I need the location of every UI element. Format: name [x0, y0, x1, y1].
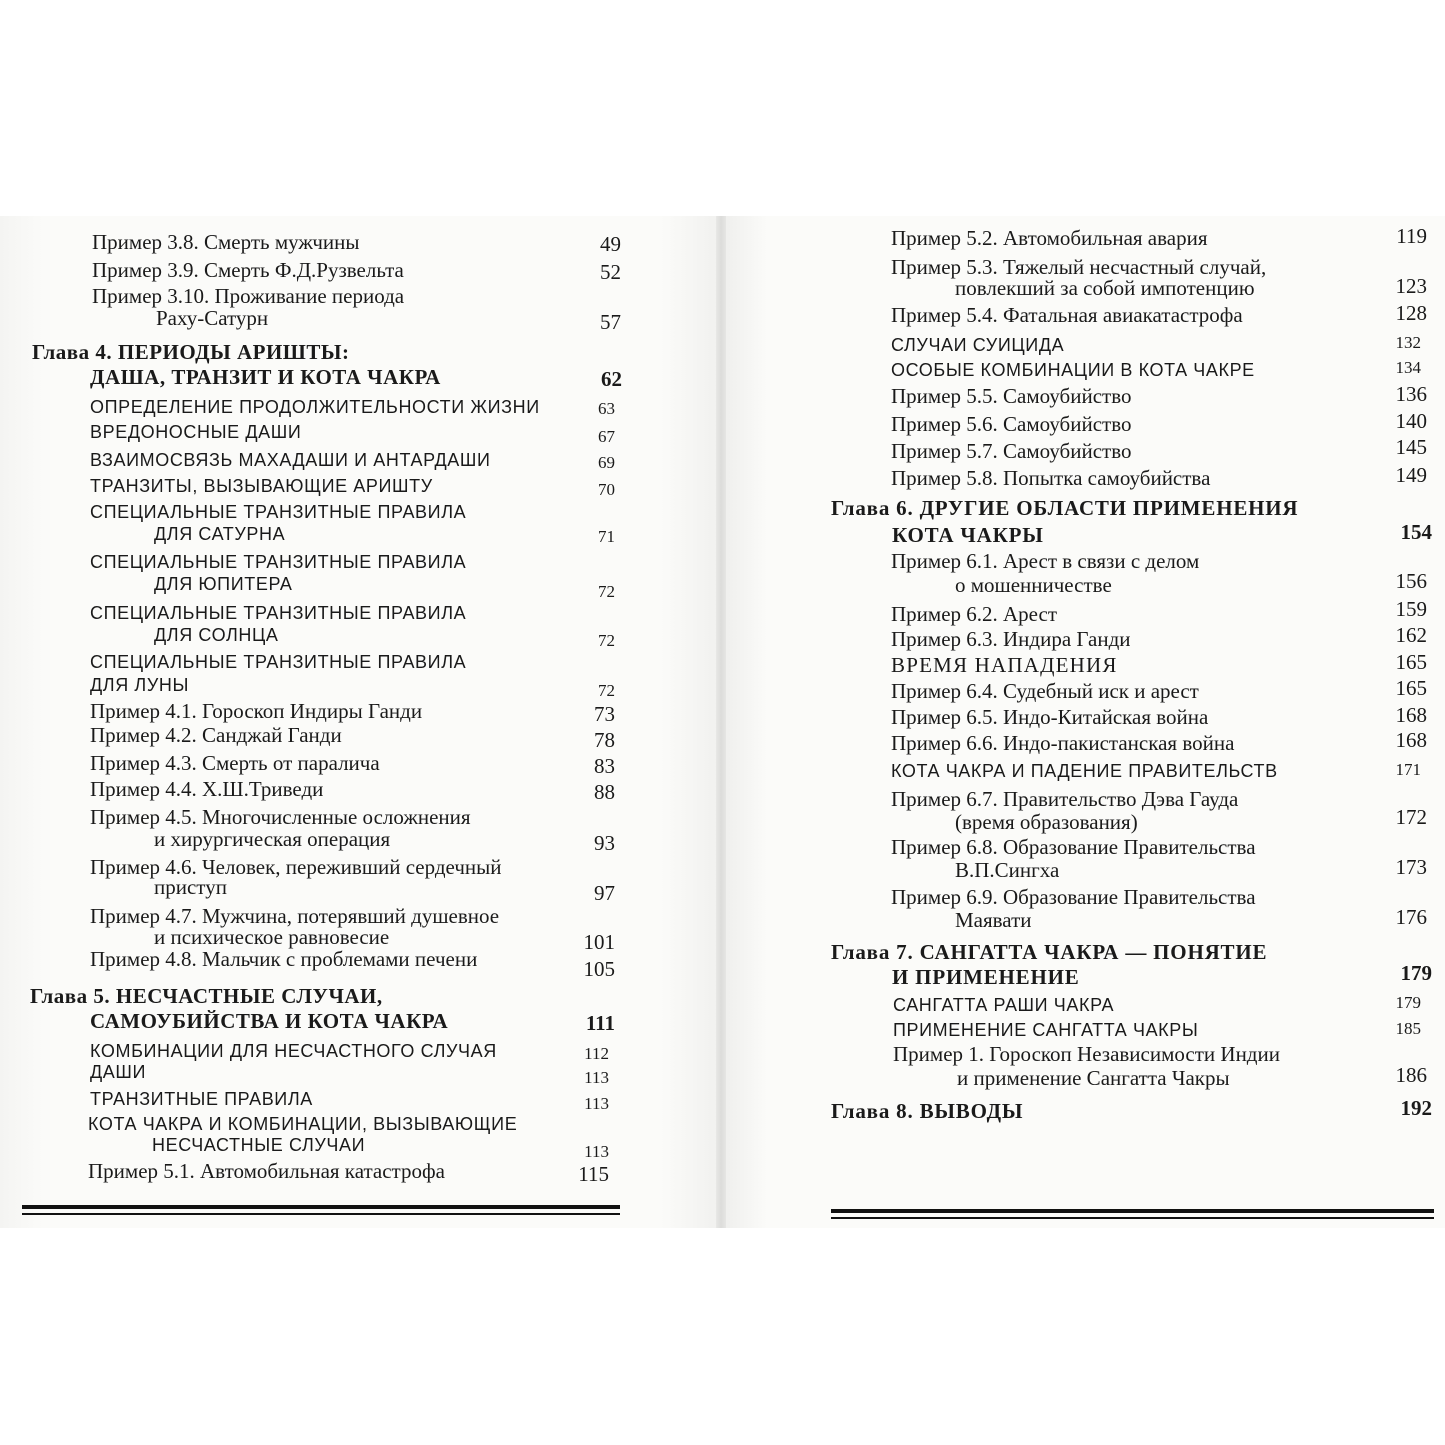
toc-entry-title: САНГАТТА РАШИ ЧАКРА [893, 995, 1115, 1015]
chapter-page: 192 [1400, 1096, 1432, 1120]
toc-entry-page: 179 [1395, 993, 1421, 1012]
toc-entry-title: и применение Сангатта Чакры [957, 1066, 1230, 1090]
toc-entry-page: 156 [1395, 569, 1427, 593]
toc-entry-title: Пример 6.5. Индо-Китайская война [891, 705, 1209, 729]
toc-entry-page: 112 [584, 1044, 609, 1063]
footer-rule [22, 1205, 620, 1209]
toc-entry-page: 185 [1395, 1019, 1421, 1038]
toc-entry-page: 78 [594, 728, 615, 752]
toc-entry-title: Пример 5.3. Тяжелый несчастный случай, [891, 255, 1267, 279]
chapter-heading: И ПРИМЕНЕНИЕ [892, 965, 1080, 989]
toc-entry-page: 132 [1395, 333, 1421, 352]
toc-entry-title: ДАШИ [90, 1062, 147, 1082]
toc-entry-title: (время образования) [955, 810, 1138, 834]
toc-entry-title: Пример 5.2. Автомобильная авария [891, 226, 1208, 250]
toc-entry-title: Пример 5.6. Самоубийство [891, 412, 1132, 436]
toc-entry-title: Пример 3.8. Смерть мужчины [92, 230, 360, 254]
toc-entry-page: 168 [1395, 728, 1427, 752]
toc-entry-title: КОТА ЧАКРА И КОМБИНАЦИИ, ВЫЗЫВАЮЩИЕ [88, 1114, 518, 1134]
toc-entry-page: 128 [1395, 301, 1427, 325]
toc-entry-title: НЕСЧАСТНЫЕ СЛУЧАИ [152, 1135, 366, 1155]
toc-entry-title: и психическое равновесие [154, 925, 390, 949]
toc-entry-page: 165 [1395, 650, 1427, 674]
toc-entry-title: Пример 4.5. Многочисленные осложнения [90, 805, 471, 829]
chapter-page: 111 [585, 1011, 615, 1035]
toc-entry-title: Пример 3.9. Смерть Ф.Д.Рузвельта [92, 258, 404, 282]
toc-entry-page: 134 [1395, 358, 1421, 377]
toc-entry-title: ОПРЕДЕЛЕНИЕ ПРОДОЛЖИТЕЛЬНОСТИ ЖИЗНИ [90, 397, 540, 417]
toc-entry-page: 123 [1395, 274, 1427, 298]
toc-entry-title: В.П.Сингха [955, 858, 1060, 882]
toc-entry-page: 63 [598, 399, 615, 418]
chapter-page: 154 [1400, 520, 1432, 544]
toc-entry-page: 171 [1395, 760, 1421, 779]
toc-entry-page: 113 [584, 1142, 609, 1161]
toc-entry-title: ПРИМЕНЕНИЕ САНГАТТА ЧАКРЫ [893, 1020, 1199, 1040]
toc-entry-page: 145 [1395, 435, 1427, 459]
toc-entry-title: Пример 5.4. Фатальная авиакатастрофа [891, 303, 1243, 327]
toc-entry-title: Пример 6.4. Судебный иск и арест [891, 679, 1199, 703]
toc-entry-page: 168 [1395, 703, 1427, 727]
toc-entry-title: Пример 4.7. Мужчина, потерявший душевное [90, 904, 500, 928]
toc-entry-title: СЛУЧАИ СУИЦИДА [891, 335, 1065, 355]
toc-entry-title: КОМБИНАЦИИ ДЛЯ НЕСЧАСТНОГО СЛУЧАЯ [90, 1041, 497, 1061]
toc-entry-title: ДЛЯ ЛУНЫ [90, 675, 189, 695]
toc-entry-title: Пример 6.6. Индо-пакистанская война [891, 731, 1235, 755]
toc-entry-title: приступ [154, 875, 227, 899]
toc-entry-page: 165 [1395, 676, 1427, 700]
toc-entry-title: ТРАНЗИТНЫЕ ПРАВИЛА [90, 1089, 313, 1109]
chapter-heading: Глава 5. НЕСЧАСТНЫЕ СЛУЧАИ, [30, 984, 383, 1008]
toc-entry-title: ДЛЯ СОЛНЦА [154, 625, 279, 645]
toc-entry-title: Пример 6.8. Образование Правительства [891, 835, 1256, 859]
toc-entry-page: 69 [598, 453, 615, 472]
toc-entry-title: Пример 1. Гороскоп Независимости Индии [893, 1042, 1280, 1066]
toc-entry-title: Пример 4.1. Гороскоп Индиры Ганди [90, 699, 423, 723]
toc-entry-title: ВРЕДОНОСНЫЕ ДАШИ [90, 422, 302, 442]
toc-entry-title: о мошенничестве [955, 573, 1112, 597]
chapter-heading: Глава 8. ВЫВОДЫ [831, 1099, 1024, 1123]
toc-entry-title: ДЛЯ САТУРНА [154, 524, 286, 544]
chapter-heading: КОТА ЧАКРЫ [892, 523, 1044, 547]
toc-entry-title: КОТА ЧАКРА И ПАДЕНИЕ ПРАВИТЕЛЬСТВ [891, 761, 1278, 781]
toc-entry-page: 172 [1395, 805, 1427, 829]
toc-entry-page: 72 [598, 582, 615, 601]
footer-rule [22, 1213, 620, 1215]
chapter-page: 179 [1400, 961, 1432, 985]
toc-entry-page: 72 [598, 631, 615, 650]
toc-entry-title: Пример 4.8. Мальчик с проблемами печени [90, 947, 478, 971]
toc-entry-title: Пример 6.7. Правительство Дэва Гауда [891, 787, 1239, 811]
toc-entry-title: СПЕЦИАЛЬНЫЕ ТРАНЗИТНЫЕ ПРАВИЛА [90, 552, 467, 572]
toc-entry-title: Маявати [955, 908, 1032, 932]
toc-entry-title: Пример 4.6. Человек, переживший сердечный [90, 855, 502, 879]
toc-entry-page: 140 [1395, 409, 1427, 433]
toc-entry-page: 105 [583, 957, 615, 981]
chapter-heading: ДАША, ТРАНЗИТ И КОТА ЧАКРА [90, 365, 441, 389]
toc-entry-title: повлекший за собой импотенцию [955, 276, 1255, 300]
toc-entry-title: Пример 6.3. Индира Ганди [891, 627, 1131, 651]
toc-entry-title: Пример 6.9. Образование Правительства [891, 885, 1256, 909]
footer-rule [831, 1209, 1434, 1213]
chapter-heading: САМОУБИЙСТВА И КОТА ЧАКРА [90, 1009, 449, 1033]
toc-entry-title: СПЕЦИАЛЬНЫЕ ТРАНЗИТНЫЕ ПРАВИЛА [90, 603, 467, 623]
toc-entry-title: Пример 5.1. Автомобильная катастрофа [88, 1159, 445, 1183]
toc-entry-page: 173 [1395, 855, 1427, 879]
toc-entry-page: 93 [594, 831, 615, 855]
toc-entry-title: Пример 3.10. Проживание периода [92, 284, 405, 308]
toc-entry-page: 57 [600, 310, 621, 334]
toc-entry-title: Раху-Сатурн [156, 306, 269, 330]
toc-entry-page: 97 [594, 881, 615, 905]
chapter-heading: Глава 4. ПЕРИОДЫ АРИШТЫ: [32, 340, 350, 364]
toc-entry-page: 176 [1395, 905, 1427, 929]
toc-entry-page: 119 [1396, 224, 1427, 248]
toc-entry-title: СПЕЦИАЛЬНЫЕ ТРАНЗИТНЫЕ ПРАВИЛА [90, 502, 467, 522]
chapter-page: 62 [601, 367, 622, 391]
toc-entry-page: 67 [598, 427, 615, 446]
toc-entry-title: Пример 5.7. Самоубийство [891, 439, 1132, 463]
book-gutter [716, 216, 726, 1228]
toc-entry-title: Пример 4.3. Смерть от паралича [90, 751, 380, 775]
toc-entry-page: 71 [598, 527, 615, 546]
toc-entry-title: ВЗАИМОСВЯЗЬ МАХАДАШИ И АНТАРДАШИ [90, 450, 491, 470]
toc-entry-page: 113 [584, 1094, 609, 1113]
toc-entry-page: 70 [598, 480, 615, 499]
toc-entry-page: 149 [1395, 463, 1427, 487]
toc-entry-page: 115 [578, 1162, 609, 1186]
toc-entry-page: 101 [583, 930, 615, 954]
toc-entry-title: Пример 4.4. Х.Ш.Триведи [90, 777, 324, 801]
toc-entry-page: 159 [1395, 597, 1427, 621]
toc-entry-page: 83 [594, 754, 615, 778]
toc-entry-title: Пример 6.1. Арест в связи с делом [891, 549, 1200, 573]
toc-entry-title: ТРАНЗИТЫ, ВЫЗЫВАЮЩИЕ АРИШТУ [90, 476, 433, 496]
toc-entry-title: Пример 5.5. Самоубийство [891, 384, 1132, 408]
toc-entry-page: 73 [594, 702, 615, 726]
toc-entry-title: Пример 5.8. Попытка самоубийства [891, 466, 1211, 490]
toc-entry-page: 72 [598, 681, 615, 700]
toc-entry-title: Пример 4.2. Санджай Ганди [90, 723, 342, 747]
footer-rule [831, 1217, 1434, 1219]
toc-entry-page: 136 [1395, 382, 1427, 406]
section-heading: ВРЕМЯ НАПАДЕНИЯ [891, 653, 1118, 677]
toc-entry-page: 113 [584, 1068, 609, 1087]
toc-entry-title: и хирургическая операция [154, 827, 391, 851]
toc-entry-page: 186 [1395, 1063, 1427, 1087]
toc-entry-title: ОСОБЫЕ КОМБИНАЦИИ В КОТА ЧАКРЕ [891, 360, 1255, 380]
toc-entry-title: СПЕЦИАЛЬНЫЕ ТРАНЗИТНЫЕ ПРАВИЛА [90, 652, 467, 672]
toc-entry-page: 52 [600, 260, 621, 284]
toc-entry-page: 49 [600, 232, 621, 256]
toc-entry-page: 88 [594, 780, 615, 804]
toc-entry-page: 162 [1395, 623, 1427, 647]
toc-entry-title: Пример 6.2. Арест [891, 602, 1058, 626]
toc-entry-title: ДЛЯ ЮПИТЕРА [154, 574, 293, 594]
chapter-heading: Глава 7. САНГАТТА ЧАКРА — ПОНЯТИЕ [831, 940, 1268, 964]
chapter-heading: Глава 6. ДРУГИЕ ОБЛАСТИ ПРИМЕНЕНИЯ [831, 496, 1299, 520]
